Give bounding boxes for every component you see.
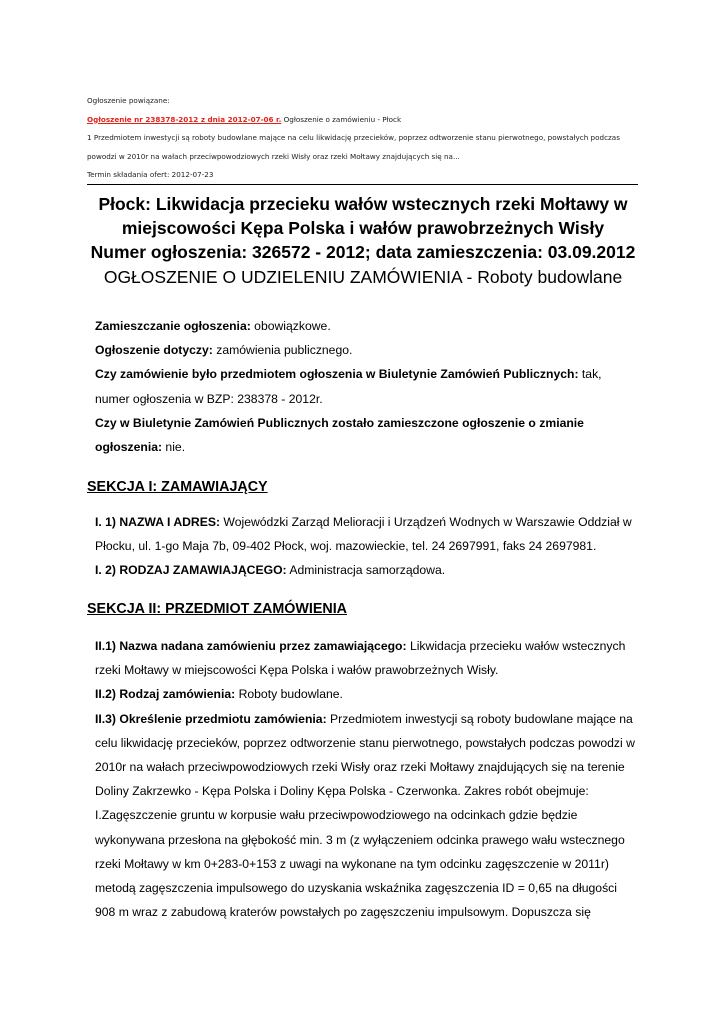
related-notice-suffix: Ogłoszenie o zamówieniu - Płock bbox=[281, 114, 402, 124]
horizontal-divider bbox=[87, 184, 638, 185]
s2-label-4: II.3) Określenie przedmiotu zamówienia: bbox=[95, 711, 327, 726]
intro-label-6: ogłoszenia: bbox=[95, 440, 163, 455]
s2-line-4 bbox=[95, 707, 645, 731]
page-subtitle: OGŁOSZENIE O UDZIELENIU ZAMÓWIENIA - Roboty budowlane bbox=[103, 267, 623, 287]
title-line-1: Płock: Likwidacja przecieku wałów wstecznych rzeki Mołtawy w bbox=[98, 194, 628, 214]
related-notice-line bbox=[87, 111, 647, 130]
s2-line-8: I.Zagęszczenie gruntu w korpusie wału przeciwpowodziowego na odcinkach gdzie będzie bbox=[95, 808, 578, 823]
section-1-block bbox=[95, 510, 645, 583]
related-notice bbox=[87, 92, 647, 185]
intro-label-1: Zamieszczanie ogłoszenia: bbox=[95, 319, 251, 333]
s2-line-2: rzeki Mołtawy w miejscowości Kępa Polska i wałów prawobrzeżnych Wisły. bbox=[95, 663, 499, 678]
intro-value-1: obowiązkowe. bbox=[250, 319, 331, 333]
s1-label-3: I. 2) RODZAJ ZAMAWIAJĄCEGO: bbox=[95, 563, 287, 578]
intro-line-4: numer ogłoszenia w BZP: 238378 - 2012r. bbox=[95, 391, 323, 406]
s2-line-1 bbox=[95, 634, 645, 658]
intro-line-3 bbox=[95, 362, 645, 386]
s2-label-1: II.1) Nazwa nadana zamówieniu przez zamawiającego: bbox=[95, 639, 407, 653]
s1-value-3: Administracja samorządowa. bbox=[286, 563, 446, 578]
s1-line-1 bbox=[95, 510, 645, 534]
related-deadline: Termin składania ofert: 2012-07-23 bbox=[87, 170, 214, 179]
intro-value-6: nie. bbox=[162, 440, 186, 455]
s2-line-11: metodą zagęszczenia impulsowego do uzyskania wskaźnika zagęszczenia ID = 0,65 na długości bbox=[95, 881, 617, 896]
s2-value-1: Likwidacja przecieku wałów wstecznych bbox=[406, 639, 626, 653]
intro-label-5: Czy w Biuletynie Zamówień Publicznych zostało zamieszczone ogłoszenie o zmianie bbox=[95, 415, 584, 430]
section-2-block bbox=[95, 634, 645, 924]
section-1-heading: SEKCJA I: ZAMAWIAJĄCY bbox=[87, 479, 268, 495]
page-title bbox=[80, 192, 646, 290]
intro-line-5 bbox=[95, 411, 645, 435]
s1-value-1: Wojewódzki Zarząd Melioracji i Urządzeń Wodnych w Warszawie Oddział w bbox=[220, 515, 632, 529]
related-desc-line-1: 1 Przedmiotem inwestycji są roboty budowlane mające na celu likwidację przecieków, poprzez odtworzenie stanu pierwotnego, powstałych podczas bbox=[87, 133, 620, 142]
s2-line-7: Doliny Zakrzewko - Kępa Polska i Doliny Kępa Polska - Czerwonka. Zakres robót obejmuje: bbox=[95, 784, 589, 799]
section-2-heading: SEKCJA II: PRZEDMIOT ZAMÓWIENIA bbox=[87, 601, 347, 617]
s2-label-3: II.2) Rodzaj zamówienia: bbox=[95, 687, 236, 702]
intro-value-3: tak, bbox=[578, 367, 602, 382]
intro-label-2: Ogłoszenie dotyczy: bbox=[95, 343, 213, 358]
s2-value-3: Roboty budowlane. bbox=[235, 687, 343, 702]
title-line-2: miejscowości Kępa Polska i wałów prawobrzeżnych Wisły bbox=[121, 218, 605, 238]
intro-line-1 bbox=[95, 314, 645, 338]
intro-value-2: zamówienia publicznego. bbox=[212, 343, 353, 358]
related-notice-link[interactable]: Ogłoszenie nr 238378-2012 z dnia 2012-07-06 r. bbox=[87, 114, 282, 124]
related-heading: Ogłoszenie powiązane: bbox=[87, 96, 170, 105]
s2-line-3 bbox=[95, 682, 645, 706]
s1-label-1: I. 1) NAZWA I ADRES: bbox=[95, 515, 221, 529]
s2-value-4: Przedmiotem inwestycji są roboty budowlane mające na bbox=[326, 711, 633, 726]
s1-line-2: Płocku, ul. 1-go Maja 7b, 09-402 Płock, woj. mazowieckie, tel. 24 2697991, faks 24 2697981. bbox=[95, 539, 597, 554]
intro-line-6 bbox=[95, 435, 645, 459]
intro-line-2 bbox=[95, 338, 645, 362]
intro-label-3: Czy zamówienie było przedmiotem ogłoszenia w Biuletynie Zamówień Publicznych: bbox=[95, 367, 579, 382]
related-desc-line-2: powodzi w 2010r na wałach przeciwpowodziowych rzeki Wisły oraz rzeki Mołtawy znajdujących się na... bbox=[87, 151, 460, 161]
s2-line-12: 908 m wraz z zabudową kraterów powstałych po zagęszczeniu impulsowym. Dopuszcza się bbox=[95, 905, 591, 920]
intro-block bbox=[95, 314, 645, 459]
title-line-3: Numer ogłoszenia: 326572 - 2012; data zamieszczenia: 03.09.2012 bbox=[90, 242, 636, 262]
s2-line-9: wykonywana przesłona na głębokość min. 3 m (z wyłączeniem odcinka prawego wału wstecznego bbox=[95, 832, 625, 847]
s2-line-5: celu likwidację przecieków, poprzez odtworzenie stanu pierwotnego, powstałych podczas powodzi w bbox=[95, 735, 635, 750]
s2-line-6: 2010r na wałach przeciwpowodziowych rzeki Wisły oraz rzeki Mołtawy znajdujących się na terenie bbox=[95, 760, 625, 775]
s2-line-10: rzeki Mołtawy w km 0+283-0+153 z uwagi na wykonane na tym odcinku zagęszczenie w 2011r) bbox=[95, 856, 609, 871]
s1-line-3 bbox=[95, 558, 645, 582]
